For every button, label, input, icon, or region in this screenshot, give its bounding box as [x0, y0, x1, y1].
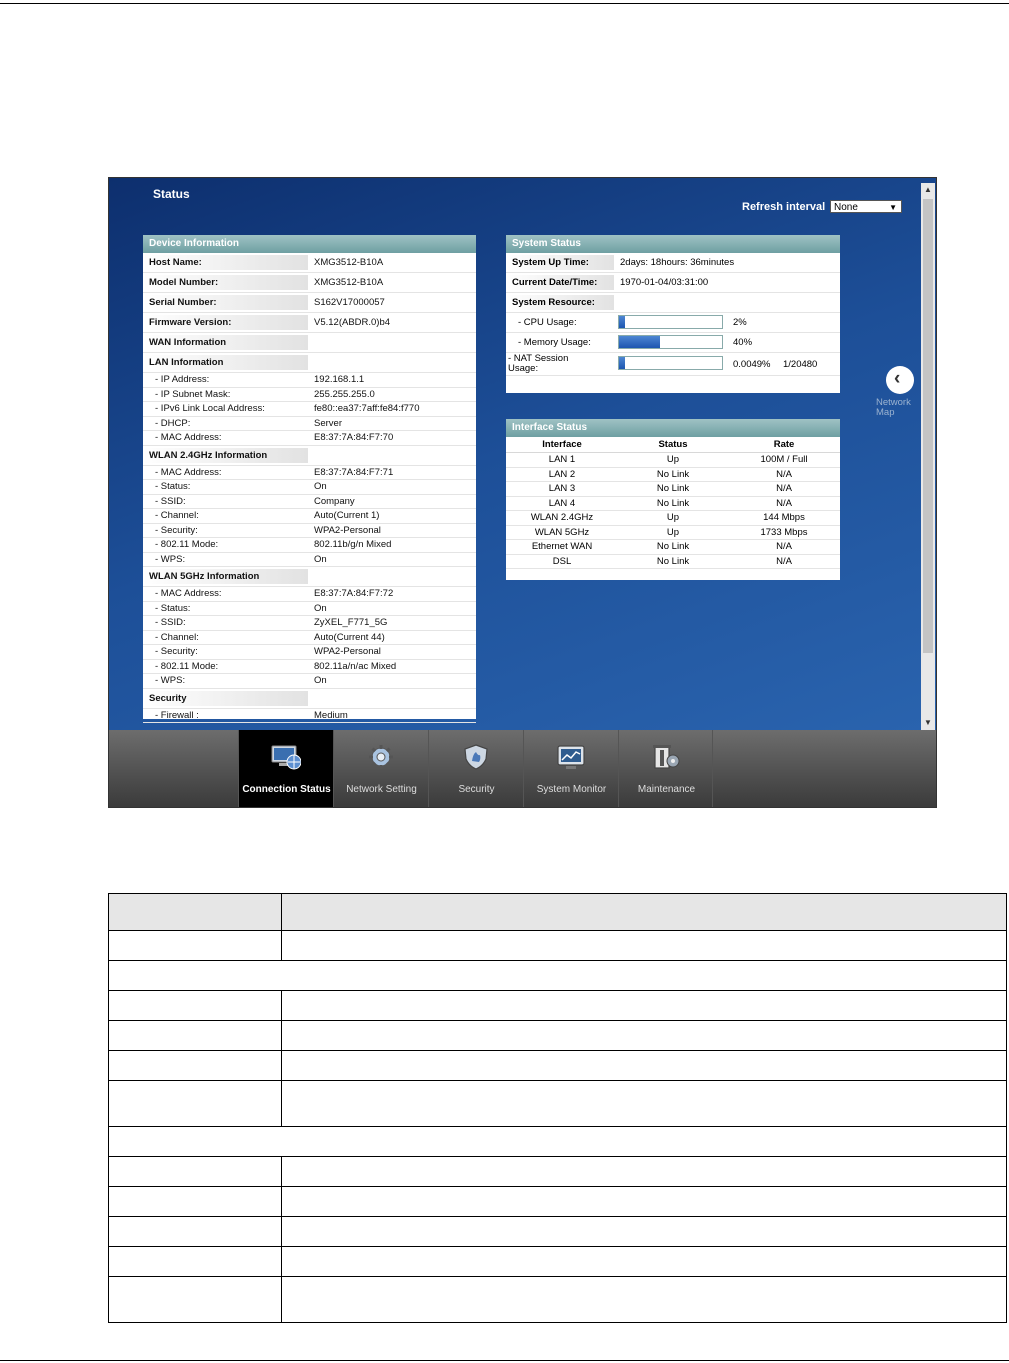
status-screenshot: [108, 177, 937, 808]
device-info-row-value: XMG3512-B10A: [314, 277, 384, 288]
tab-connection-status-label: Connection Status: [242, 784, 331, 795]
device-information-header: Device Information: [143, 235, 476, 253]
gear-icon: [366, 744, 396, 770]
table-cell: [282, 991, 1007, 1021]
device-info-row: [143, 253, 476, 273]
monitor-chart-icon: [556, 744, 586, 770]
system-up-time-label: System Up Time:: [512, 257, 589, 268]
wlan24-info-row-label: - Status:: [155, 481, 191, 492]
interface-table-header: [506, 437, 840, 453]
wlan24-info-row-value: On: [314, 553, 327, 565]
table-cell: [282, 1081, 1007, 1127]
interface-rate: 1733 Mbps: [760, 526, 808, 538]
interface-status: No Link: [656, 497, 690, 509]
table-cell: [282, 1051, 1007, 1081]
interface-rate: N/A: [776, 541, 792, 552]
wlan5-info-row: [143, 645, 476, 660]
wlan5-info-row-label: - Security:: [155, 646, 198, 657]
interface-row: [506, 555, 840, 570]
interface-status: No Link: [656, 483, 690, 494]
wlan24-info-row-label: - Security:: [155, 524, 198, 536]
cpu-usage-value: 2%: [733, 317, 747, 328]
table-cell: [109, 1021, 282, 1051]
wan-information-section-label: WAN Information: [149, 337, 227, 348]
tab-maintenance[interactable]: [618, 730, 713, 808]
wlan5-info-row-label: - Channel:: [155, 631, 199, 643]
nat-session-usage-row: [506, 353, 840, 376]
system-status-header: System Status: [506, 235, 840, 253]
memory-usage-row: [506, 333, 840, 353]
table-header-row: [109, 894, 1007, 931]
wlan24-info-row: [143, 538, 476, 553]
table-row: [109, 931, 1007, 961]
device-info-row: [143, 273, 476, 293]
interface-rate: N/A: [776, 483, 792, 494]
lan-info-row: [143, 388, 476, 403]
table-cell: [282, 1217, 1007, 1247]
system-up-time-row: [506, 253, 840, 273]
wan-information-section: [143, 333, 476, 353]
wlan5-info-row-label: - Status:: [155, 602, 191, 614]
lan-info-row-label: - IP Address:: [155, 374, 210, 385]
wlan5-info-row-label: - SSID:: [155, 617, 186, 628]
wlan24-info-row: [143, 553, 476, 568]
lan-information-section: [143, 353, 476, 373]
memory-usage-fill: [619, 336, 660, 348]
device-info-row-label: Host Name:: [149, 257, 202, 268]
wlan5-info-row-label: - WPS:: [155, 675, 186, 686]
page-bottom-rule: [0, 1360, 1009, 1361]
shield-icon: [461, 744, 491, 770]
interface-name: LAN 4: [548, 497, 576, 509]
nat-session-usage-value: 0.0049%: [733, 359, 771, 370]
interface-status: Up: [666, 526, 680, 538]
network-map-label: Network Map: [876, 397, 911, 418]
nat-session-usage-fill: [619, 357, 625, 369]
chevron-left-icon: ‹: [886, 366, 914, 394]
tab-maintenance-label: Maintenance: [637, 784, 696, 795]
wlan24-info-row-label: - WPS:: [155, 553, 186, 565]
table-cell: [282, 931, 1007, 961]
wlan24-info-row-value: Company: [314, 495, 355, 507]
chevron-down-icon: ▼: [889, 203, 897, 212]
wlan24-info-row: [143, 524, 476, 539]
cpu-usage-bar: [618, 315, 723, 329]
page-title: Status: [153, 187, 190, 201]
interface-name: LAN 2: [548, 468, 576, 480]
interface-name: WLAN 2.4GHz: [530, 512, 594, 523]
cpu-usage-row: [506, 313, 840, 333]
wlan24-info-row-value: E8:37:7A:84:F7:71: [314, 466, 394, 478]
security-info-row-label: - Firewall :: [155, 709, 199, 721]
lan-info-row-label: - IP Subnet Mask:: [155, 388, 231, 400]
wlan24-info-row-value: 802.11b/g/n Mixed: [314, 539, 392, 550]
tab-security[interactable]: [428, 730, 523, 808]
device-information-panel: [143, 235, 476, 719]
device-info-row-value: XMG3512-B10A: [314, 257, 384, 268]
wlan24-info-row-label: - 802.11 Mode:: [155, 539, 219, 550]
cpu-usage-fill: [619, 316, 625, 328]
device-info-row-label: Firmware Version:: [149, 317, 232, 328]
lan-info-row-value: 255.255.255.0: [314, 388, 375, 400]
current-datetime-label: Current Date/Time:: [512, 277, 598, 288]
lan-information-section-label: LAN Information: [149, 357, 224, 368]
wlan24-info-row-value: Auto(Current 1): [314, 510, 380, 521]
nat-session-usage-label: - NAT Session Usage:: [508, 353, 569, 374]
nat-session-count: 1/20480: [783, 359, 818, 370]
table-cell: [109, 1187, 282, 1217]
interface-row: [506, 526, 840, 541]
interface-status: No Link: [656, 541, 690, 552]
wlan24-info-row-value: WPA2-Personal: [314, 524, 381, 536]
wlan5-info-row: [143, 674, 476, 689]
wlan5-info-row-label: - MAC Address:: [155, 588, 222, 599]
maintenance-icon: [651, 744, 681, 770]
table-row: [109, 1081, 1007, 1127]
system-up-time-value: 2days: 18hours: 36minutes: [620, 257, 735, 268]
lan-info-row: [143, 417, 476, 432]
table-row: [109, 1277, 1007, 1323]
lan-info-row-label: - IPv6 Link Local Address:: [155, 403, 265, 414]
interface-rate: N/A: [776, 497, 792, 509]
tab-connection-status[interactable]: [238, 730, 333, 808]
wlan24-info-row-value: On: [314, 481, 327, 492]
table-cell: [109, 1247, 282, 1277]
wlan24-info-row: [143, 480, 476, 495]
interface-name: LAN 3: [548, 483, 576, 494]
wlan5-info-row-value: On: [314, 675, 327, 686]
interface-status: No Link: [656, 468, 690, 480]
wlan5-info-row: [143, 587, 476, 602]
interface-rate: N/A: [776, 555, 792, 567]
nat-session-usage-bar: [618, 356, 723, 370]
table-header-cell: [282, 894, 1007, 931]
wlan5-info-row-value: Auto(Current 44): [314, 631, 385, 643]
interface-rate: 144 Mbps: [763, 512, 805, 523]
security-section: [143, 689, 476, 709]
column-header-rate: Rate: [773, 439, 795, 450]
scroll-up-arrow-icon[interactable]: ▲: [924, 185, 932, 194]
interface-status-header: Interface Status: [506, 419, 840, 437]
table-cell: [109, 1081, 282, 1127]
lan-info-row: [143, 402, 476, 417]
wlan5-info-row: [143, 631, 476, 646]
tab-security-label: Security: [458, 784, 495, 795]
table-header-cell: [109, 894, 282, 931]
wlan5-info-row: [143, 616, 476, 631]
device-info-row-value: S162V17000057: [314, 297, 385, 308]
table-cell: [282, 1157, 1007, 1187]
bottom-navigation-bar: [109, 730, 936, 808]
wlan24-info-row-label: - Channel:: [155, 510, 199, 521]
device-info-row: [143, 293, 476, 313]
interface-row: [506, 468, 840, 483]
table-cell: [109, 991, 282, 1021]
wlan5-info-row-value: 802.11a/n/ac Mixed: [314, 660, 397, 672]
lan-info-row: [143, 373, 476, 388]
scroll-down-arrow-icon[interactable]: ▼: [924, 718, 932, 727]
system-status-panel: [506, 235, 840, 393]
table-row: [109, 1021, 1007, 1051]
interface-row: [506, 497, 840, 512]
current-datetime-value: 1970-01-04/03:31:00: [620, 277, 709, 288]
field-description-table: [108, 893, 1007, 1323]
table-cell: [109, 1051, 282, 1081]
lan-info-row-label: - DHCP:: [155, 417, 191, 429]
table-cell: [109, 1217, 282, 1247]
lan-info-row-value: E8:37:7A:84:F7:70: [314, 432, 394, 443]
column-header-status: Status: [658, 439, 688, 450]
interface-rate: N/A: [776, 468, 792, 480]
interface-name: DSL: [552, 555, 572, 567]
lan-info-row-value: Server: [314, 417, 342, 429]
tab-system-monitor[interactable]: [523, 730, 618, 808]
wlan5-info-row-value: ZyXEL_F771_5G: [314, 617, 388, 628]
lan-info-row: [143, 431, 476, 446]
wlan24-information-section: [143, 446, 476, 466]
device-info-row: [143, 313, 476, 333]
wlan24-info-row-label: - SSID:: [155, 495, 186, 507]
wlan5-info-row-label: - 802.11 Mode:: [155, 660, 219, 672]
interface-row: [506, 540, 840, 555]
wlan5-info-row: [143, 602, 476, 617]
system-resource-row: [506, 293, 840, 313]
device-info-row-label: Serial Number:: [149, 297, 217, 308]
wlan24-info-row-label: - MAC Address:: [155, 466, 222, 478]
memory-usage-value: 40%: [733, 337, 753, 348]
interface-status: Up: [666, 454, 680, 465]
system-resource-label: System Resource:: [512, 297, 595, 308]
table-row: [109, 1187, 1007, 1217]
column-header-interface: Interface: [542, 439, 582, 450]
wlan5-information-section-label: WLAN 5GHz Information: [149, 571, 260, 582]
wlan5-info-row-value: E8:37:7A:84:F7:72: [314, 588, 394, 599]
memory-usage-bar: [618, 335, 723, 349]
tab-system-monitor-label: System Monitor: [536, 784, 607, 795]
table-row: [109, 1247, 1007, 1277]
table-section-row: [109, 961, 1007, 991]
device-info-row-value: V5.12(ABDR.0)b4: [314, 317, 391, 328]
interface-name: WLAN 5GHz: [534, 526, 590, 538]
wlan24-info-row: [143, 509, 476, 524]
lan-info-row-label: - MAC Address:: [155, 432, 222, 443]
network-map-link[interactable]: [875, 366, 925, 418]
interface-rate: 100M / Full: [760, 454, 808, 465]
wlan5-info-row-value: On: [314, 602, 327, 614]
table-cell: [282, 1247, 1007, 1277]
interface-row: [506, 453, 840, 468]
device-info-row-label: Model Number:: [149, 277, 219, 288]
table-cell: [109, 1127, 1007, 1157]
table-section-row: [109, 1127, 1007, 1157]
refresh-interval-select[interactable]: [830, 200, 902, 213]
vertical-scrollbar[interactable]: [921, 183, 935, 730]
tab-network-setting[interactable]: [333, 730, 428, 808]
table-cell: [282, 1187, 1007, 1217]
scroll-thumb[interactable]: [923, 199, 933, 653]
table-cell: [282, 1277, 1007, 1323]
security-section-label: Security: [149, 692, 187, 704]
security-info-row: [143, 709, 476, 724]
wlan5-info-row: [143, 660, 476, 675]
tab-network-setting-label: Network Setting: [346, 784, 417, 795]
wlan24-information-section-label: WLAN 2.4GHz Information: [149, 449, 268, 461]
security-info-row-value: Medium: [314, 709, 348, 721]
table-row: [109, 1217, 1007, 1247]
refresh-interval-value: None: [834, 202, 858, 213]
table-cell: [109, 1277, 282, 1323]
wlan24-info-row: [143, 495, 476, 510]
wlan24-info-row: [143, 466, 476, 481]
lan-info-row-value: 192.168.1.1: [314, 374, 365, 385]
wlan5-info-row-value: WPA2-Personal: [314, 646, 381, 657]
connection-status-icon: [271, 744, 301, 770]
interface-row: [506, 482, 840, 497]
interface-row: [506, 511, 840, 526]
refresh-interval-label: Refresh interval: [742, 201, 826, 213]
lan-info-row-value: fe80::ea37:7aff:fe84:f770: [314, 403, 420, 414]
current-datetime-row: [506, 273, 840, 293]
cpu-usage-label: - CPU Usage:: [518, 317, 577, 328]
interface-status: Up: [666, 512, 680, 523]
page-top-rule: [0, 3, 1009, 4]
table-row: [109, 1051, 1007, 1081]
table-row: [109, 1157, 1007, 1187]
wlan5-information-section: [143, 567, 476, 587]
table-cell: [282, 1021, 1007, 1051]
interface-name: Ethernet WAN: [531, 541, 593, 552]
table-cell: [109, 1157, 282, 1187]
interface-name: LAN 1: [548, 454, 576, 465]
table-cell: [109, 931, 282, 961]
table-cell: [109, 961, 1007, 991]
interface-status-panel: [506, 419, 840, 580]
memory-usage-label: - Memory Usage:: [518, 337, 591, 348]
interface-status: No Link: [656, 555, 690, 567]
table-row: [109, 991, 1007, 1021]
